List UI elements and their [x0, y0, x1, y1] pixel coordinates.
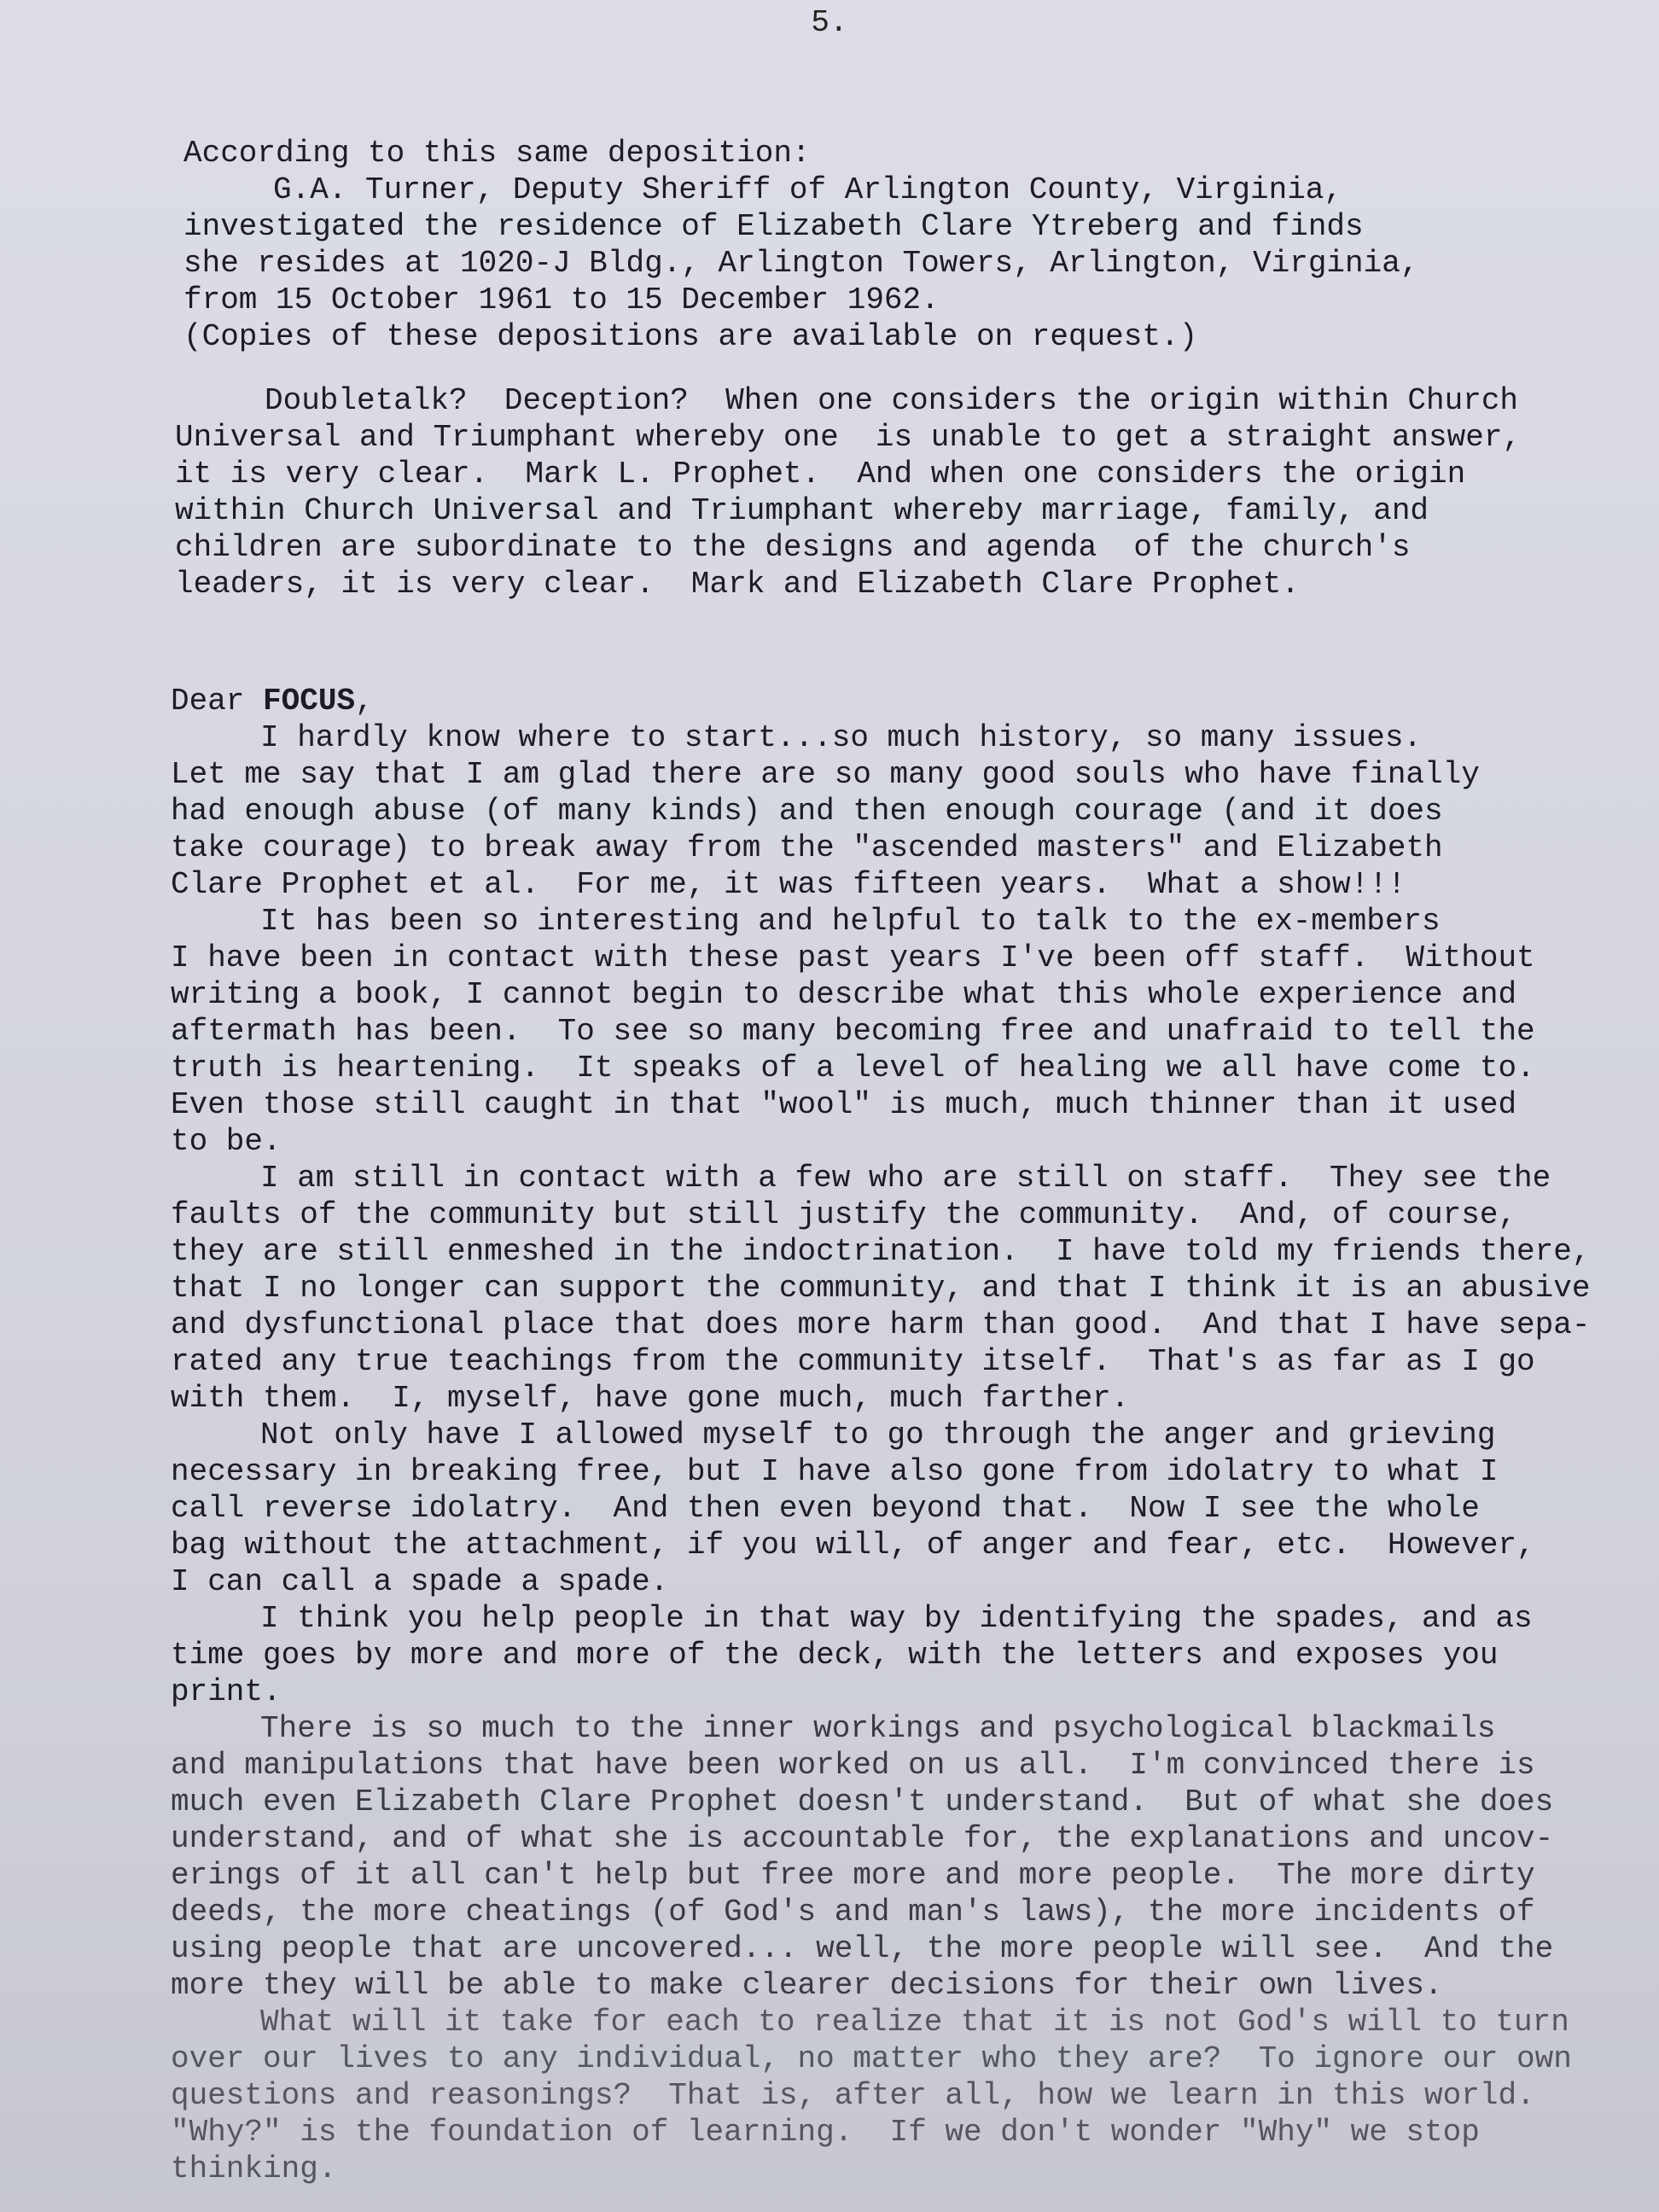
letter-line: I have been in contact with these past years I've been off staff. Without: [171, 940, 1535, 975]
deposition-line: from 15 October 1961 to 15 December 1962.: [183, 282, 940, 317]
commentary-line: within Church Universal and Triumphant whereby marriage, family, and: [175, 493, 1429, 528]
letter-line: I hardly know where to start...so much history, so many issues.: [260, 720, 1423, 755]
letter-line: Not only have I allowed myself to go through the anger and grieving: [260, 1417, 1496, 1452]
letter-line: and dysfunctional place that does more harm than good. And that I have sepa-: [171, 1307, 1591, 1342]
reader-letter: [171, 683, 1604, 2187]
letter-line: understand, and of what she is accountable for, the explanations and uncov-: [171, 1821, 1554, 1856]
commentary-line: it is very clear. Mark L. Prophet. And when one considers the origin: [175, 457, 1466, 492]
letter-line: print.: [171, 1674, 282, 1709]
letter-line: Clare Prophet et al. For me, it was fifteen years. What a show!!!: [171, 867, 1406, 902]
letter-line: I am still in contact with a few who are still on staff. They see the: [260, 1161, 1551, 1196]
commentary-line: leaders, it is very clear. Mark and Elizabeth Clare Prophet.: [175, 567, 1300, 602]
letter-line: writing a book, I cannot begin to describe what this whole experience and: [171, 977, 1517, 1012]
letter-line: erings of it all can't help but free more and more people. The more dirty: [171, 1858, 1535, 1893]
letter-line: What will it take for each to realize that it is not God's will to turn: [260, 2005, 1569, 2040]
letter-line: they are still enmeshed in the indoctrination. I have told my friends there,: [171, 1234, 1591, 1269]
letter-line: over our lives to any individual, no matter who they are? To ignore our own: [171, 2041, 1572, 2076]
deposition-line: she resides at 1020-J Bldg., Arlington Towers, Arlington, Virginia,: [183, 246, 1419, 281]
letter-line: aftermath has been. To see so many becoming free and unafraid to tell the: [171, 1014, 1535, 1049]
letter-line: and manipulations that have been worked on us all. I'm convinced there is: [171, 1748, 1535, 1783]
letter-line: more they will be able to make clearer decisions for their own lives.: [171, 1968, 1443, 2003]
letter-line: I can call a spade a spade.: [171, 1564, 669, 1599]
letter-line: Even those still caught in that "wool" is much, much thinner than it used: [171, 1087, 1517, 1122]
letter-line: to be.: [171, 1124, 282, 1159]
commentary-line: Universal and Triumphant whereby one is unable to get a straight answer,: [175, 420, 1522, 455]
letter-line: questions and reasonings? That is, after all, how we learn in this world.: [171, 2078, 1535, 2113]
commentary-line: Doubletalk? Deception? When one considers the origin within Church: [265, 383, 1519, 418]
deposition-line: According to this same deposition:: [183, 136, 811, 171]
letter-line: necessary in breaking free, but I have also gone from idolatry to what I: [171, 1454, 1499, 1489]
deposition-line: G.A. Turner, Deputy Sheriff of Arlington County, Virginia,: [273, 172, 1343, 207]
letter-line: take courage) to break away from the "ascended masters" and Elizabeth: [171, 830, 1443, 865]
salutation-suffix: ,: [355, 684, 374, 719]
page-number: 5.: [811, 5, 848, 40]
letter-line: thinking.: [171, 2151, 337, 2186]
letter-line: There is so much to the inner workings and psychological blackmails: [260, 1711, 1496, 1746]
letter-line: that I no longer can support the community, and that I think it is an abusive: [171, 1271, 1591, 1306]
letter-line: deeds, the more cheatings (of God's and man's laws), the more incidents of: [171, 1895, 1535, 1930]
letter-line: "Why?" is the foundation of learning. If we don't wonder "Why" we stop: [171, 2115, 1480, 2150]
letter-line: using people that are uncovered... well, the more people will see. And the: [171, 1931, 1554, 1966]
letter-line: It has been so interesting and helpful to talk to the ex-members: [260, 904, 1441, 939]
letter-line: call reverse idolatry. And then even beyond that. Now I see the whole: [171, 1491, 1480, 1526]
letter-line: truth is heartening. It speaks of a level of healing we all have come to.: [171, 1051, 1535, 1086]
letter-line: much even Elizabeth Clare Prophet doesn't understand. But of what she does: [171, 1784, 1554, 1819]
salutation-name: FOCUS: [263, 684, 356, 719]
letter-line: Let me say that I am glad there are so many good souls who have finally: [171, 757, 1480, 792]
deposition-line: investigated the residence of Elizabeth Clare Ytreberg and finds: [183, 209, 1364, 244]
letter-line: rated any true teachings from the community itself. That's as far as I go: [171, 1344, 1535, 1379]
salutation-prefix: Dear: [171, 684, 264, 719]
commentary-line: children are subordinate to the designs and agenda of the church's: [175, 530, 1411, 565]
letter-line: with them. I, myself, have gone much, much farther.: [171, 1381, 1130, 1416]
letter-line: faults of the community but still justify the community. And, of course,: [171, 1197, 1517, 1232]
letter-line: time goes by more and more of the deck, with the letters and exposes you: [171, 1638, 1499, 1673]
deposition-line: (Copies of these depositions are available on request.): [183, 319, 1198, 354]
deposition-excerpt: [183, 135, 1617, 355]
letter-line: had enough abuse (of many kinds) and then enough courage (and it does: [171, 794, 1443, 829]
letter-salutation: [171, 683, 1604, 719]
commentary-paragraph: [175, 382, 1609, 602]
letter-line: bag without the attachment, if you will, of anger and fear, etc. However,: [171, 1528, 1535, 1563]
letter-line: I think you help people in that way by identifying the spades, and as: [260, 1601, 1533, 1636]
